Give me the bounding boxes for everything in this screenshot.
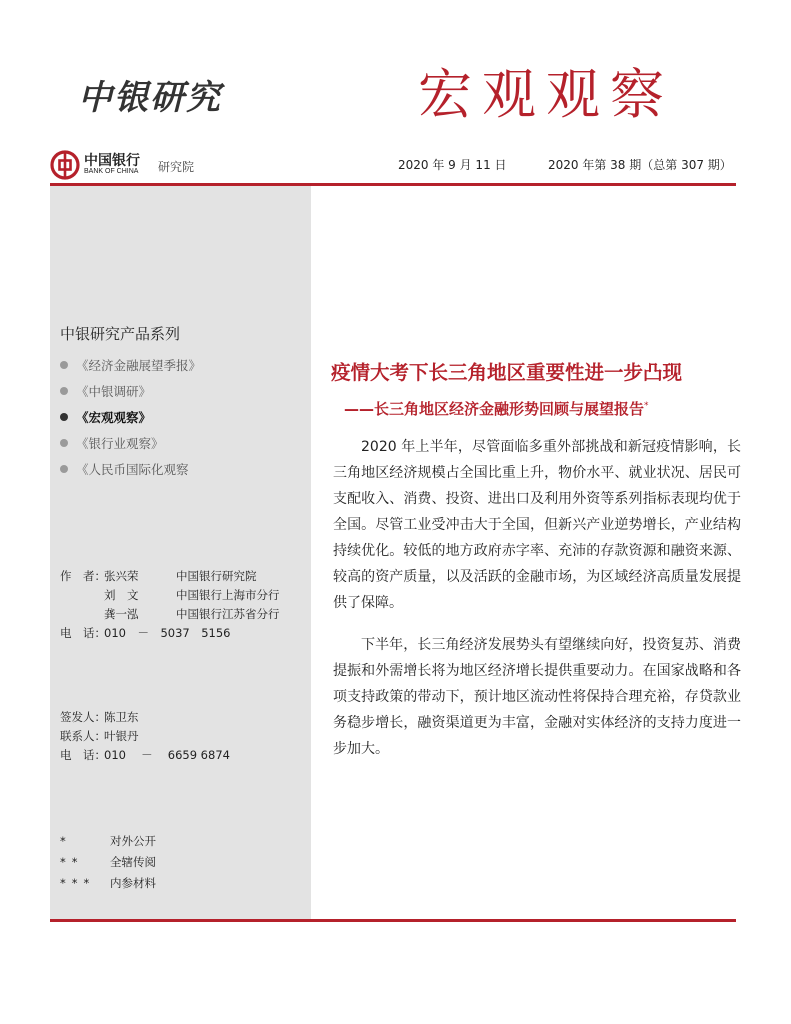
bullet-icon: [60, 465, 68, 473]
distribution-row: [60, 830, 156, 851]
distribution-stars: ***: [60, 875, 96, 890]
series-item-label: 《人民币国际化观察: [76, 462, 189, 477]
contact-label: 联系人：: [60, 728, 106, 743]
bank-of-china-logo-icon: [50, 150, 80, 180]
distribution-row: [60, 851, 156, 872]
contact-row: [60, 726, 230, 745]
signer-block: [60, 707, 230, 764]
contact-phone-row: [60, 745, 230, 764]
bullet-icon: [60, 361, 68, 369]
series-item: [60, 352, 201, 378]
series-item: [60, 456, 201, 482]
series-item: [60, 378, 201, 404]
bank-name-cn: 中国银行: [84, 153, 140, 169]
publication-date: 2020 年 9 月 11 日: [398, 158, 507, 172]
series-heading: 中银研究产品系列: [60, 325, 181, 343]
series-item: [60, 430, 201, 456]
subheadline-text: ——长三角地区经济金融形势回顾与展望报告: [344, 400, 645, 418]
author-org: 中国银行江苏省分行: [176, 606, 280, 621]
author-org: 中国银行研究院: [176, 568, 257, 583]
report-series-title: 宏观观察: [418, 63, 674, 126]
series-item-active: [60, 404, 201, 430]
distribution-label: 对外公开: [110, 833, 156, 848]
author-org: 中国银行上海市分行: [176, 587, 280, 602]
series-item-label: 《宏观观察》: [76, 410, 152, 425]
article-subheadline: [344, 398, 649, 419]
contact-name: 叶银丹: [104, 728, 139, 743]
footnote-mark: *: [644, 401, 649, 411]
signer-row: [60, 707, 230, 726]
phone-label: 电 话：: [60, 625, 106, 640]
authors-block: [60, 566, 280, 642]
article-headline: 疫情大考下长三角地区重要性进一步凸现: [331, 361, 683, 384]
series-item-label: 《银行业观察》: [76, 436, 164, 451]
author-name: 刘 文: [104, 587, 139, 602]
bullet-icon: [60, 439, 68, 447]
footer-divider: [50, 919, 736, 922]
distribution-label: 全辖传阅: [110, 854, 156, 869]
bullet-icon: [60, 413, 68, 421]
phone-label: 电 话：: [60, 747, 106, 762]
distribution-label: 内参材料: [110, 875, 156, 890]
author-name: 张兴荣: [104, 568, 139, 583]
author-phone: 010 － 5037 5156: [104, 625, 231, 640]
bank-name-en: BANK OF CHINA: [84, 168, 139, 175]
signer-name: 陈卫东: [104, 709, 139, 724]
issue-number: 2020 年第 38 期（总第 307 期）: [548, 158, 732, 172]
sidebar-panel: [50, 186, 311, 919]
contact-phone: 010 － 6659 6874: [104, 747, 230, 762]
author-name: 龚一泓: [104, 606, 139, 621]
author-row: [60, 585, 280, 604]
series-item-label: 《中银调研》: [76, 384, 152, 399]
series-list: [60, 352, 201, 482]
institute-label: 研究院: [158, 160, 195, 174]
author-row: [60, 604, 280, 623]
brand-calligraphy-logo: 中银研究: [78, 78, 222, 118]
author-label: 作 者：: [60, 568, 106, 583]
article-paragraph: 2020 年上半年，尽管面临多重外部挑战和新冠疫情影响，长三角地区经济规模占全国比重上升，物价水平、就业状况、居民可支配收入、消费、投资、进出口及利用外资等系列指标表现均优于全国。尽管工业受冲击大于全国，但新兴产业逆势增长，产业结构持续优化。较低的地方政府赤字率、充沛的存款资源和融资来源、较高的资产质量，以及活跃的金融市场，为区域经济高质量发展提供了保障。: [333, 439, 741, 611]
author-phone-row: [60, 623, 280, 642]
distribution-stars: **: [60, 854, 84, 869]
distribution-row: [60, 872, 156, 893]
signer-label: 签发人：: [60, 709, 106, 724]
series-item-label: 《经济金融展望季报》: [76, 358, 202, 373]
distribution-stars: *: [60, 833, 72, 848]
article-paragraph: 下半年，长三角经济发展势头有望继续向好，投资复苏、消费提振和外需增长将为地区经济增长提供重要动力。在国家战略和各项支持政策的带动下，预计地区流动性将保持合理充裕，存贷款业务稳步增长，融资渠道更为丰富，金融对实体经济的支持力度进一步加大。: [333, 637, 741, 757]
author-row: [60, 566, 280, 585]
distribution-levels: [60, 830, 156, 893]
bullet-icon: [60, 387, 68, 395]
